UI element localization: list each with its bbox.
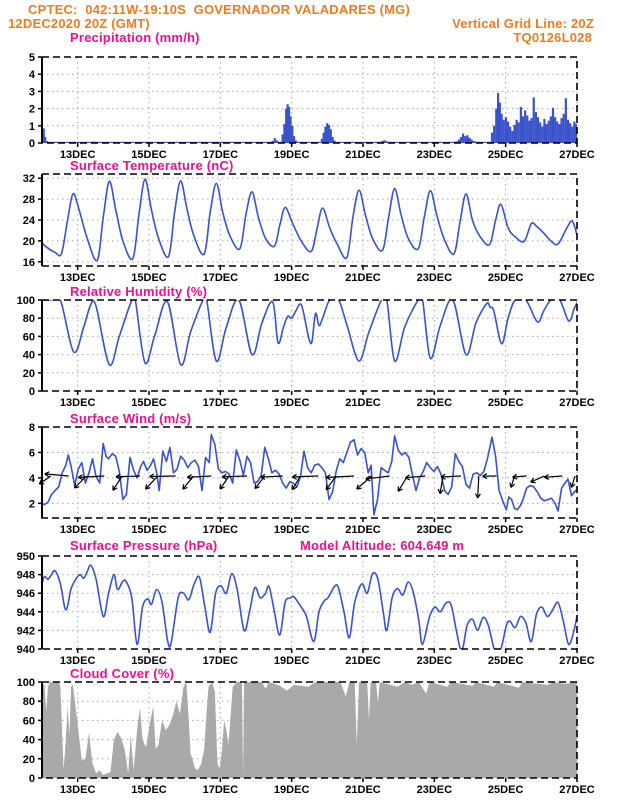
surface-pressure-line	[42, 565, 577, 655]
x-tick-label: 15DEC	[131, 272, 167, 284]
x-tick-label: 17DEC	[202, 784, 239, 796]
x-tick-label: 15DEC	[131, 149, 167, 161]
y-tick-label: 940	[16, 644, 35, 656]
y-axis-ticks	[17, 551, 42, 656]
wind-arrow	[405, 475, 425, 480]
y-tick-label: 24	[22, 215, 35, 227]
wind-arrow	[45, 472, 69, 477]
y-tick-label: 948	[16, 569, 35, 582]
precip-bar	[530, 118, 532, 143]
x-tick-label: 15DEC	[131, 524, 167, 536]
precip-bar	[560, 118, 562, 143]
precip-bar	[556, 122, 558, 144]
x-axis-ticks	[60, 266, 595, 284]
panel-surface-temperature	[23, 173, 595, 284]
precip-bar	[518, 122, 520, 143]
y-axis-ticks	[17, 295, 42, 398]
y-tick-label: 100	[16, 677, 35, 689]
y-tick-label: 16	[22, 256, 35, 269]
y-tick-label: 20	[22, 367, 35, 380]
wind-arrow	[292, 474, 318, 479]
panel-surface-pressure	[17, 551, 595, 667]
panel-title-humidity: Relative Humidity (%)	[70, 284, 208, 299]
x-tick-label: 25DEC	[487, 397, 524, 409]
precip-bar	[528, 121, 530, 143]
header-model-code: TQ0126L028	[513, 30, 592, 45]
x-gridlines	[78, 427, 577, 518]
y-tick-label: 28	[22, 194, 35, 207]
x-tick-label: 13DEC	[59, 149, 96, 161]
panel-title-precipitation: Precipitation (mm/h)	[70, 30, 200, 45]
y-tick-label: 40	[22, 349, 35, 362]
y-tick-label: 80	[22, 696, 35, 709]
x-tick-label: 15DEC	[131, 784, 167, 796]
y-axis-ticks	[29, 52, 42, 150]
x-tick-label: 17DEC	[202, 397, 239, 409]
panel-title-temperature: Surface Temperature (nC)	[70, 158, 234, 173]
precip-bar	[491, 133, 493, 143]
panel-precipitation	[29, 52, 595, 161]
precip-bar	[509, 127, 511, 143]
x-tick-label: 25DEC	[487, 149, 524, 161]
precip-bar	[567, 120, 569, 143]
panel-cloud-cover	[17, 677, 595, 796]
precip-bar	[550, 116, 552, 143]
wind-arrow	[438, 476, 443, 494]
precip-bar	[503, 120, 505, 143]
precip-bar	[539, 122, 541, 143]
x-tick-label: 27DEC	[559, 524, 595, 536]
x-tick-label: 17DEC	[202, 272, 239, 284]
wind-arrow	[531, 476, 545, 483]
panel-frame	[42, 556, 577, 649]
x-tick-label: 21DEC	[345, 655, 381, 667]
x-axis-ticks	[60, 518, 595, 536]
x-tick-label: 13DEC	[59, 524, 96, 536]
x-tick-label: 19DEC	[273, 397, 310, 409]
precip-bar	[548, 121, 550, 143]
x-tick-label: 27DEC	[559, 784, 595, 796]
precip-bar	[493, 126, 495, 143]
precip-bar	[558, 124, 560, 143]
x-axis-ticks	[60, 649, 595, 667]
y-tick-label: 3	[28, 86, 35, 99]
precip-bar	[522, 116, 524, 143]
surface-wind-series	[42, 435, 577, 515]
x-tick-label: 23DEC	[416, 524, 453, 536]
precip-bar	[554, 117, 556, 143]
y-tick-label: 60	[22, 715, 35, 728]
panel-subtitle-model-altitude: Model Altitude: 604.649 m	[300, 538, 465, 553]
y-tick-label: 950	[16, 551, 35, 563]
y-tick-label: 946	[16, 588, 35, 601]
panel-title-wind: Surface Wind (m/s)	[70, 411, 192, 426]
y-tick-label: 942	[16, 625, 35, 638]
precip-bar	[541, 127, 543, 143]
x-tick-label: 25DEC	[487, 784, 524, 796]
x-tick-label: 19DEC	[273, 655, 310, 667]
y-tick-label: 2	[28, 103, 35, 116]
surface-pressure-series	[42, 565, 577, 655]
precip-bar	[524, 110, 526, 143]
precip-bar	[533, 97, 535, 143]
precip-bar	[545, 124, 547, 143]
x-tick-label: 19DEC	[273, 784, 310, 796]
header-gridline-note: Vertical Grid Line: 20Z	[452, 16, 594, 31]
wind-arrow	[513, 474, 527, 479]
x-tick-label: 23DEC	[416, 272, 453, 284]
x-tick-label: 21DEC	[345, 524, 381, 536]
wind-arrow	[483, 474, 497, 479]
y-tick-label: 32	[22, 173, 35, 186]
x-tick-label: 19DEC	[273, 524, 310, 536]
x-tick-label: 27DEC	[559, 149, 595, 161]
precip-bar	[565, 98, 567, 143]
y-axis-ticks	[17, 677, 42, 785]
y-tick-label: 0	[28, 386, 35, 398]
y-tick-label: 1	[28, 120, 35, 133]
y-tick-label: 5	[28, 52, 35, 64]
x-tick-label: 23DEC	[416, 784, 453, 796]
precip-bar	[563, 114, 565, 143]
x-axis-ticks	[60, 143, 595, 161]
panel-frame	[42, 300, 577, 391]
precip-bar	[543, 119, 545, 143]
panel-surface-wind	[29, 422, 595, 536]
precip-bar	[501, 114, 503, 143]
cloud-cover-series	[42, 682, 577, 778]
x-tick-label: 19DEC	[273, 149, 310, 161]
y-gridlines	[42, 178, 577, 262]
precip-bar	[462, 134, 464, 143]
y-tick-label: 4	[28, 472, 35, 485]
y-tick-label: 60	[22, 331, 35, 344]
x-tick-label: 15DEC	[131, 655, 167, 667]
precip-bar	[513, 125, 515, 143]
panel-relative-humidity	[17, 294, 595, 409]
y-tick-label: 100	[16, 295, 35, 307]
y-tick-label: 20	[22, 753, 35, 766]
panel-title-cloud-cover: Cloud Cover (%)	[70, 666, 175, 681]
x-tick-label: 17DEC	[202, 524, 239, 536]
x-tick-label: 25DEC	[487, 524, 524, 536]
y-tick-label: 40	[22, 734, 35, 747]
x-tick-label: 13DEC	[59, 272, 96, 284]
y-tick-label: 6	[28, 447, 35, 460]
x-tick-label: 17DEC	[202, 149, 239, 161]
wind-arrow	[544, 475, 562, 480]
header-run-datetime: 12DEC2020 20Z (GMT)	[8, 16, 150, 31]
precip-bar	[552, 108, 554, 143]
x-tick-label: 23DEC	[416, 655, 453, 667]
wind-arrow	[326, 475, 354, 480]
x-tick-label: 21DEC	[345, 784, 381, 796]
x-tick-label: 13DEC	[59, 397, 96, 409]
precip-bar	[571, 127, 573, 143]
x-tick-label: 25DEC	[487, 655, 524, 667]
y-tick-label: 20	[22, 235, 35, 248]
precip-bar	[537, 117, 539, 143]
panel-title-pressure: Surface Pressure (hPa)	[70, 538, 218, 553]
y-tick-label: 2	[28, 498, 35, 511]
y-axis-ticks	[23, 173, 42, 269]
precip-bar	[505, 117, 507, 143]
y-axis-ticks	[29, 422, 42, 510]
precip-bar	[520, 107, 522, 143]
precip-bar	[526, 115, 528, 143]
wind-arrow	[441, 474, 461, 479]
precip-bar	[573, 122, 575, 144]
precip-bar	[535, 112, 537, 143]
y-tick-label: 8	[28, 422, 35, 434]
x-tick-label: 21DEC	[345, 397, 381, 409]
y-tick-label: 0	[28, 138, 35, 150]
y-tick-label: 944	[16, 606, 35, 619]
x-tick-label: 17DEC	[202, 655, 239, 667]
wind-arrow	[475, 476, 480, 498]
precip-bar	[511, 131, 513, 143]
precip-bar	[516, 120, 518, 143]
x-tick-label: 13DEC	[59, 784, 96, 796]
precip-bar	[569, 123, 571, 143]
y-tick-label: 80	[22, 313, 35, 326]
x-tick-label: 25DEC	[487, 272, 524, 284]
x-tick-label: 27DEC	[559, 397, 595, 409]
x-axis-ticks	[60, 391, 595, 409]
x-tick-label: 27DEC	[559, 655, 595, 667]
header-station-line: CPTEC: 042:11W-19:10S GOVERNADOR VALADARES (MG)	[28, 2, 411, 17]
x-tick-label: 27DEC	[559, 272, 595, 284]
precip-bar	[507, 122, 509, 144]
precipitation-series	[42, 93, 578, 143]
precip-baseline	[42, 142, 577, 143]
cloud-area	[42, 682, 577, 778]
x-tick-label: 13DEC	[59, 655, 96, 667]
surface-wind-line	[42, 435, 577, 515]
x-tick-label: 15DEC	[131, 397, 167, 409]
y-tick-label: 4	[28, 69, 35, 82]
x-tick-label: 23DEC	[416, 149, 453, 161]
x-tick-label: 21DEC	[345, 272, 381, 284]
x-tick-label: 21DEC	[345, 149, 381, 161]
x-tick-label: 23DEC	[416, 397, 453, 409]
x-axis-ticks	[60, 778, 595, 796]
y-tick-label: 0	[28, 773, 35, 785]
x-tick-label: 19DEC	[273, 272, 310, 284]
